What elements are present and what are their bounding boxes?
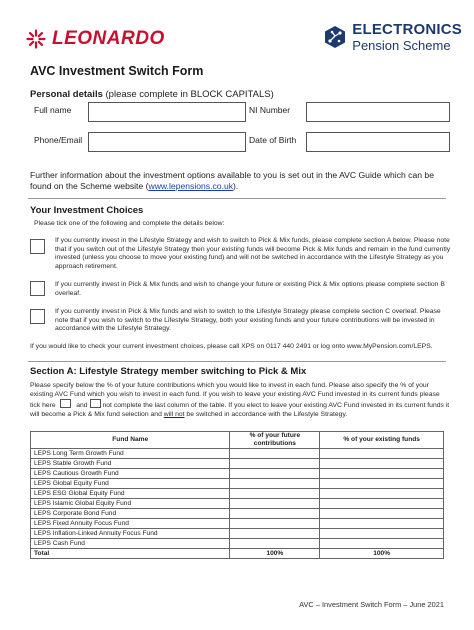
table-row [31,509,444,519]
divider [28,361,446,362]
existing-funds-header: % of your existing funds [320,432,444,449]
future-percent-cell[interactable] [230,479,320,489]
section-a-and: and [76,402,88,410]
circuit-hexagon-icon [324,25,346,49]
fund-name-header: Fund Name [31,432,230,449]
full-name-label: Full name [34,105,72,115]
existing-percent-cell[interactable] [320,479,444,489]
check-choices-note: If you would like to check your current investment choices, please call XPS on 0117 440 2491 or log onto www.MyPension.com/LEPS. [30,343,433,350]
further-info-text [30,170,450,192]
future-percent-cell[interactable] [230,489,320,499]
table-row [31,529,444,539]
table-row [31,449,444,459]
section-a-para-1: Please specify below the % of your future contributions which you would like to invest in each fund. Please also specify the % of your existing AVC Fund which you wish to invest in each fund. If you wish to leave your existing AVC Fund invested in its current funds please tick here [30,382,440,410]
total-future-value: 100% [230,549,320,559]
future-percent-cell[interactable] [230,449,320,459]
fund-name-cell: LEPS Cautious Growth Fund [31,469,230,479]
table-row [31,539,444,549]
table-row [31,519,444,529]
fund-name-cell: LEPS Fixed Annuity Focus Fund [31,519,230,529]
table-row [31,469,444,479]
existing-percent-cell[interactable] [320,499,444,509]
total-existing-value: 100% [320,549,444,559]
future-contributions-header: % of your future contributions [230,432,320,449]
fund-name-cell: LEPS Stable Growth Fund [31,459,230,469]
personal-details-hint: (please complete in BLOCK CAPITALS) [102,89,274,100]
further-info-end: ). [233,181,239,191]
existing-percent-cell[interactable] [320,459,444,469]
option-pickmix-to-lifestyle-text: If you currently invest in Pick & Mix funds and wish to switch to the Lifestyle Strategy please complete section C overleaf. Please note that if you wish to switch to the Lifestyle Strategy, both your existing funds and your future contributions will be invested in accordance with the Lifestyle Strategy. [55,308,441,333]
table-header-row [31,432,444,449]
future-percent-cell[interactable] [230,469,320,479]
date-of-birth-field[interactable] [306,132,450,152]
option-pickmix-to-lifestyle-checkbox[interactable] [30,309,45,324]
future-percent-cell[interactable] [230,519,320,529]
fund-allocation-table [30,431,444,559]
fund-name-cell: LEPS Corporate Bond Fund [31,509,230,519]
fund-name-cell: LEPS Long Term Growth Fund [31,449,230,459]
fund-name-cell: LEPS Islamic Global Equity Fund [31,499,230,509]
personal-details-heading: Personal details [30,89,103,100]
future-percent-cell[interactable] [230,459,320,469]
option-change-pickmix-checkbox[interactable] [30,281,45,296]
fund-name-cell: LEPS Cash Fund [31,539,230,549]
table-row [31,479,444,489]
ni-number-field[interactable] [306,102,450,122]
ni-number-label: NI Number [249,105,291,115]
existing-percent-cell[interactable] [320,489,444,499]
full-name-field[interactable] [88,102,246,122]
will-not-text: will not [163,410,185,418]
scheme-website-link[interactable]: www.lepensions.co.uk [148,181,234,191]
future-percent-cell[interactable] [230,529,320,539]
form-title: AVC Investment Switch Form [30,64,204,78]
leonardo-star-icon [26,29,46,49]
do-not-box[interactable] [90,399,101,408]
existing-percent-cell[interactable] [320,449,444,459]
option-change-pickmix-text: If you currently invest in Pick & Mix funds and wish to change your future or existing Pick & Mix options please complete section B overleaf. [55,281,445,297]
table-row [31,499,444,509]
investment-choices-heading: Your Investment Choices [30,205,144,216]
section-a-para-3: be switched in accordance with the Lifestyle Strategy. [184,410,348,418]
total-label: Total [31,549,230,559]
electronics-title: ELECTRONICS [352,21,462,38]
fund-name-cell: LEPS ESG Global Equity Fund [31,489,230,499]
phone-email-label: Phone/Email [34,135,83,145]
leonardo-wordmark: LEONARDO [52,28,165,49]
future-percent-cell[interactable] [230,509,320,519]
section-a-para-2: not complete the last column of the table. If you elect to leave your existing AVC Fund invested in its current funds it will become a Pick & Mix fund selection and [30,402,450,418]
page-footer: AVC – Investment Switch Form – June 2021 [299,600,444,609]
choices-instruction: Please tick one of the following and complete the details below: [34,220,225,227]
divider [28,198,446,199]
section-a-instructions [30,382,450,419]
section-a-heading: Section A: Lifestyle Strategy member switching to Pick & Mix [30,366,307,377]
future-percent-cell[interactable] [230,539,320,549]
further-info-body: Further information about the investment options available to you is set out in the AVC Guide which can be found on the Scheme website ( [30,170,434,191]
existing-percent-cell[interactable] [320,519,444,529]
option-lifestyle-to-pickmix-checkbox[interactable] [30,239,45,254]
leonardo-logo [26,28,165,50]
tick-here-box[interactable] [60,399,71,408]
total-row [31,549,444,559]
existing-percent-cell[interactable] [320,469,444,479]
pension-scheme-subtitle: Pension Scheme [352,38,451,53]
pension-scheme-logo [324,22,462,52]
future-percent-cell[interactable] [230,499,320,509]
table-row [31,459,444,469]
table-row [31,489,444,499]
fund-name-cell: LEPS Global Equity Fund [31,479,230,489]
date-of-birth-label: Date of Birth [249,135,297,145]
option-lifestyle-to-pickmix-text: If you currently invest in the Lifestyle Strategy and wish to switch to Pick & Mix funds, please complete section A below. Please note that if you switch out of the Lifestyle Strategy then your existing funds will become Pick & Mix funds and remain in the fund currently invested (unless you choose to move your existing fund) and will not be switched in accordance with the Lifestyle Strategy as you approach retirement. [55,237,451,270]
phone-email-field[interactable] [88,132,246,152]
personal-details-title [30,89,274,100]
fund-name-cell: LEPS Inflation-Linked Annuity Focus Fund [31,529,230,539]
existing-percent-cell[interactable] [320,529,444,539]
existing-percent-cell[interactable] [320,509,444,519]
existing-percent-cell[interactable] [320,539,444,549]
